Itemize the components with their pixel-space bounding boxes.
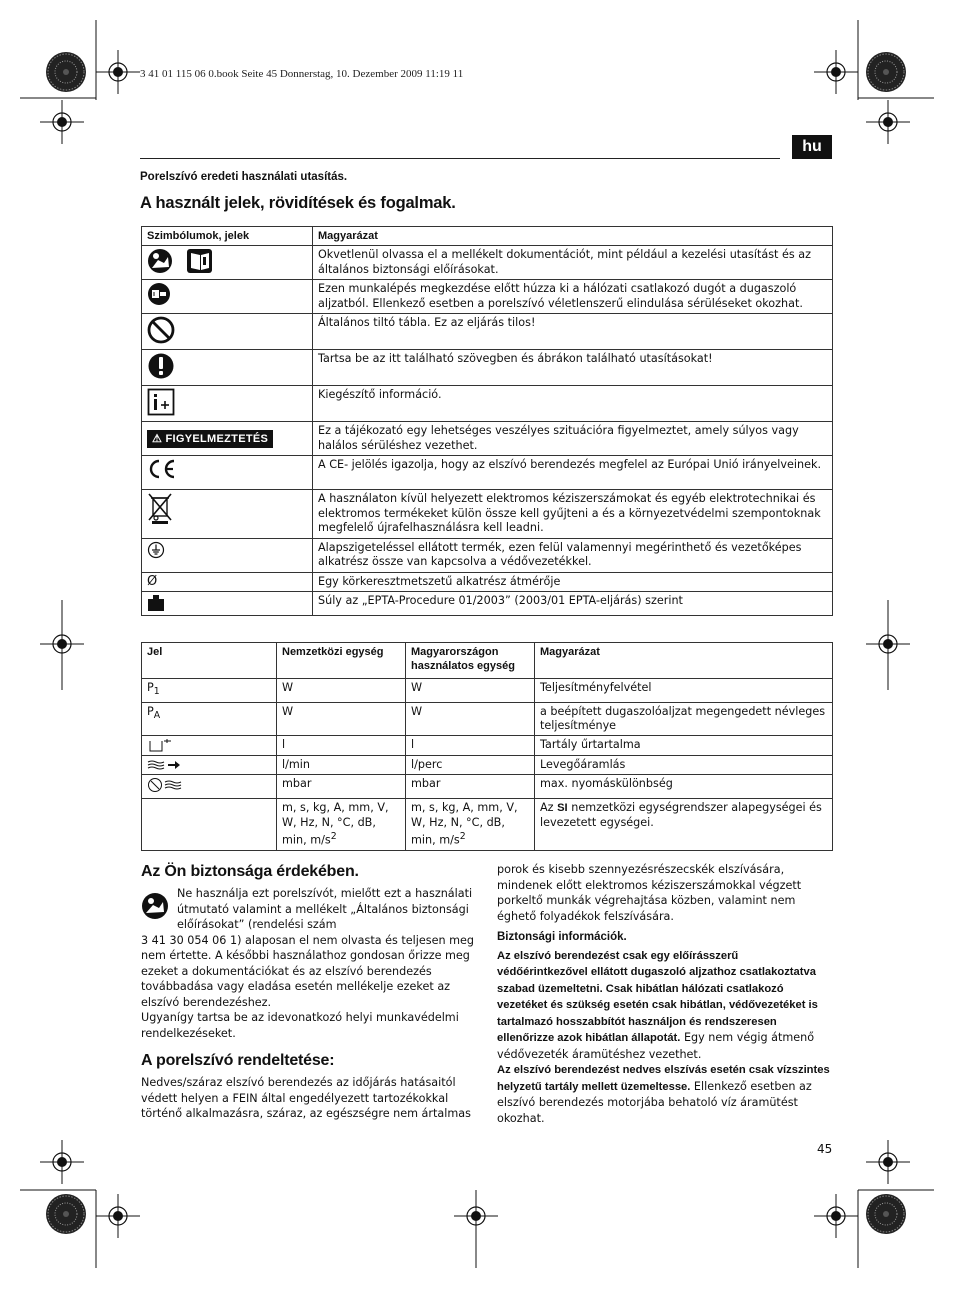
table-row <box>142 314 833 350</box>
local-unit-cell: m, s, kg, A, mm, V, W, Hz, N, °C, dB, min, m/s <box>411 801 518 847</box>
symbols-table <box>141 226 833 616</box>
table-row <box>142 755 833 774</box>
intended-use-title: A porelszívó rendeltetése: <box>141 1052 335 1069</box>
section-symbols-title: A használt jelek, rövidítések és fogalmak. <box>140 194 456 212</box>
airflow-icon <box>147 759 181 771</box>
explanation-cell: Általános tiltó tábla. Ez az eljárás tilos! <box>313 314 833 350</box>
local-unit-cell: mbar <box>406 775 535 799</box>
units-table <box>141 642 833 851</box>
protective-earth-icon <box>147 541 165 559</box>
safety-info-p1-rest: Egy nem végig átmenő védővezeték áramütéshez vezethet. <box>497 1031 815 1061</box>
unit-symbol: P <box>147 704 154 718</box>
intl-unit-cell: W <box>277 702 406 736</box>
explanation-cell: Ezen munkalépés megkezdése előtt húzza ki a hálózati csatlakozó dugót a dugaszoló aljzatból. Ellenkező esetben a porelszívó véletlenszerű elindulása sérüléseket okozhat. <box>313 280 833 314</box>
weight-icon <box>147 594 165 612</box>
header-rule <box>140 158 780 159</box>
weee-bin-icon <box>147 492 173 524</box>
explanation-cell: a beépített dugaszolóaljzat megengedett névleges teljesítménye <box>535 702 833 736</box>
ce-mark-icon <box>147 458 177 480</box>
unplug-icon <box>147 282 171 306</box>
safety-intro-rest: 3 41 30 054 06 1) alaposan el nem olvasta és teljesen meg nem értette. A későbbi használathoz gondosan őrizze meg ezeket a dokumentációkat és az elszívó berendezés továbbadása vagy eladása esetén mellékelje ezeket az elszívó berendezéshez. <box>141 933 475 1009</box>
col-header-explanation: Magyarázat <box>535 643 833 679</box>
col-header-symbols: Szimbólumok, jelek <box>142 227 313 246</box>
table-row <box>142 280 833 314</box>
local-unit-cell: l <box>406 736 535 755</box>
read-manual-icon <box>141 892 169 920</box>
intended-use-para: Nedves/száraz elszívó berendezés az időjárás hatásaitól védett helyen a FEIN által engedélyezett tartozékokkal történő alkalmazásra, száraz, az egészségre nem ártalmas <box>141 1076 471 1120</box>
local-unit-cell: W <box>406 702 535 736</box>
table-row <box>142 490 833 538</box>
warning-triangle-icon: ⚠ <box>152 432 163 445</box>
explanation-cell: A CE- jelölés igazolja, hogy az elszívó berendezés megfelel az Európai Unió irányelveinek. <box>313 456 833 490</box>
warning-badge: ⚠ FIGYELMEZTETÉS <box>147 430 273 448</box>
explanation-cell: Ez a tájékozató egy lehetséges veszélyes szituációra figyelmeztet, amely súlyos vagy halálos sérüléshez vezethet. <box>313 422 833 456</box>
tank-capacity-icon <box>147 738 173 752</box>
col-header-intl-unit: Nemzetközi egység <box>277 643 406 679</box>
table-row <box>142 386 833 422</box>
safety-info-p1-bold: Az elszívó berendezést csak egy előírásszerű védőérintkezővel ellátott dugaszoló aljzathoz csatlakoztatva szabad üzemeltetni. Csak hibátlan hálózati csatlakozó vezetéket és szükség esetén csak hibátlan, védővezetéket is tartalmazó hosszabbítót használjon és rendszeresen ellenőrizze azok hibátlan állapotát. <box>497 949 818 1044</box>
col-header-symbol: Jel <box>142 643 277 679</box>
intl-unit-cell: l <box>277 736 406 755</box>
explanation-cell: A használaton kívül helyezett elektromos kéziszerszámokat és egyéb elektrotechnikai és elektromos termékeket külön össze kell gyűjteni a és a környezetvédelmi szempontoknak megfelelő újrafelhasználásra kell leadni. <box>313 490 833 538</box>
table-header-row <box>142 227 833 246</box>
local-unit-cell: W <box>406 679 535 703</box>
intended-use-continued: porok és kisebb szennyezésrészecskék elszívására, mindenek előtt elektromos kéziszerszámokkal végzett porkeltő munkák végrehajtása közben, valamint nem éghető folyadékok felszívására. <box>497 863 802 923</box>
intl-unit-cell: m, s, kg, A, mm, V, W, Hz, N, °C, dB, min, m/s <box>282 801 389 847</box>
table-row: m, s, kg, A, mm, V, W, Hz, N, °C, dB, min, $m/s^2$ m, s, kg, A, mm, V, W, Hz, N, °C, dB, min, $m/s^2$ Az SI nemzetközi egységrendszer alapegységei és levezetett egységei. <box>142 799 833 851</box>
right-column <box>497 862 831 1126</box>
prohibition-icon <box>147 316 175 344</box>
language-badge: hu <box>792 135 832 159</box>
table-row <box>142 736 833 755</box>
safety-info-p2-bold: Az elszívó berendezést nedves elszívás esetén csak vízszintes helyzetű tartály mellett üzemeltesse. <box>497 1064 830 1093</box>
table-row <box>142 572 833 591</box>
table-row <box>142 246 833 280</box>
explanation-cell: Az SI nemzetközi egységrendszer alapegységei és levezetett egységei. <box>535 799 833 851</box>
intl-unit-cell: W <box>277 679 406 703</box>
table-row <box>142 350 833 386</box>
intl-unit-cell: l/min <box>277 755 406 774</box>
table-header-row <box>142 643 833 679</box>
col-header-local-unit: Magyarországon használatos egység <box>406 643 535 679</box>
read-manual-icon <box>147 248 213 274</box>
print-header: 3 41 01 115 06 0.book Seite 45 Donnerstag, 10. Dezember 2009 11:19 11 <box>140 68 464 80</box>
table-row: $P_1$ W W Teljesítményfelvétel <box>142 679 833 703</box>
explanation-cell: Levegőáramlás <box>535 755 833 774</box>
table-row <box>142 592 833 616</box>
explanation-cell: Tartály űrtartalma <box>535 736 833 755</box>
table-row <box>142 538 833 572</box>
explanation-cell: Tartsa be az itt található szövegben és ábrákon található utasításokat! <box>313 350 833 386</box>
explanation-cell: Súly az „EPTA-Procedure 01/2003” (2003/01 EPTA-eljárás) szerint <box>313 592 833 616</box>
safety-intro: Ne használja ezt porelszívót, mielőtt ezt a használati útmutató valamint a mellékelt „Általános biztonsági előírásokat” (rendelési szám <box>177 887 473 931</box>
unit-symbol: P <box>147 681 154 694</box>
doc-subtitle: Porelszívó eredeti használati utasítás. <box>140 171 348 183</box>
diameter-symbol: Ø <box>142 572 313 591</box>
local-unit-cell: l/perc <box>406 755 535 774</box>
table-row <box>142 422 833 456</box>
explanation-cell: Kiegészítő információ. <box>313 386 833 422</box>
info-plus-icon <box>147 388 175 416</box>
intl-unit-cell: mbar <box>277 775 406 799</box>
explanation-cell: Egy körkeresztmetszetű alkatrész átmérője <box>313 572 833 591</box>
explanation-cell: max. nyomáskülönbség <box>535 775 833 799</box>
table-row: $P_A$ W W a beépített dugaszolóaljzat megengedett névleges teljesítménye <box>142 702 833 736</box>
left-column <box>141 862 475 1122</box>
table-row <box>142 456 833 490</box>
pressure-diff-icon <box>147 777 187 793</box>
explanation-cell: Teljesítményfelvétel <box>535 679 833 703</box>
safety-para2: Ugyanígy tartsa be az idevonatkozó helyi munkavédelmi rendelkezéseket. <box>141 1011 459 1040</box>
explanation-cell: Alapszigeteléssel ellátott termék, ezen felül valamennyi megérinthető és vezetőképes alkatrész össze van kapcsolva a védővezetékkel. <box>313 538 833 572</box>
safety-info-p2-rest: Ellenkező esetben az elszívó berendezés motorjába behatoló víz áramütést okozhat. <box>497 1079 812 1125</box>
page-number: 45 <box>817 1142 833 1156</box>
safety-title: Az Ön biztonsága érdekében. <box>141 863 359 880</box>
table-row <box>142 775 833 799</box>
exclamation-icon <box>147 352 175 380</box>
explanation-cell: Okvetlenül olvassa el a mellékelt dokumentációt, mint például a kezelési utasítást és az általános biztonsági előírásokat. <box>313 246 833 280</box>
col-header-explanation: Magyarázat <box>313 227 833 246</box>
safety-info-title: Biztonsági információk. <box>497 931 627 943</box>
